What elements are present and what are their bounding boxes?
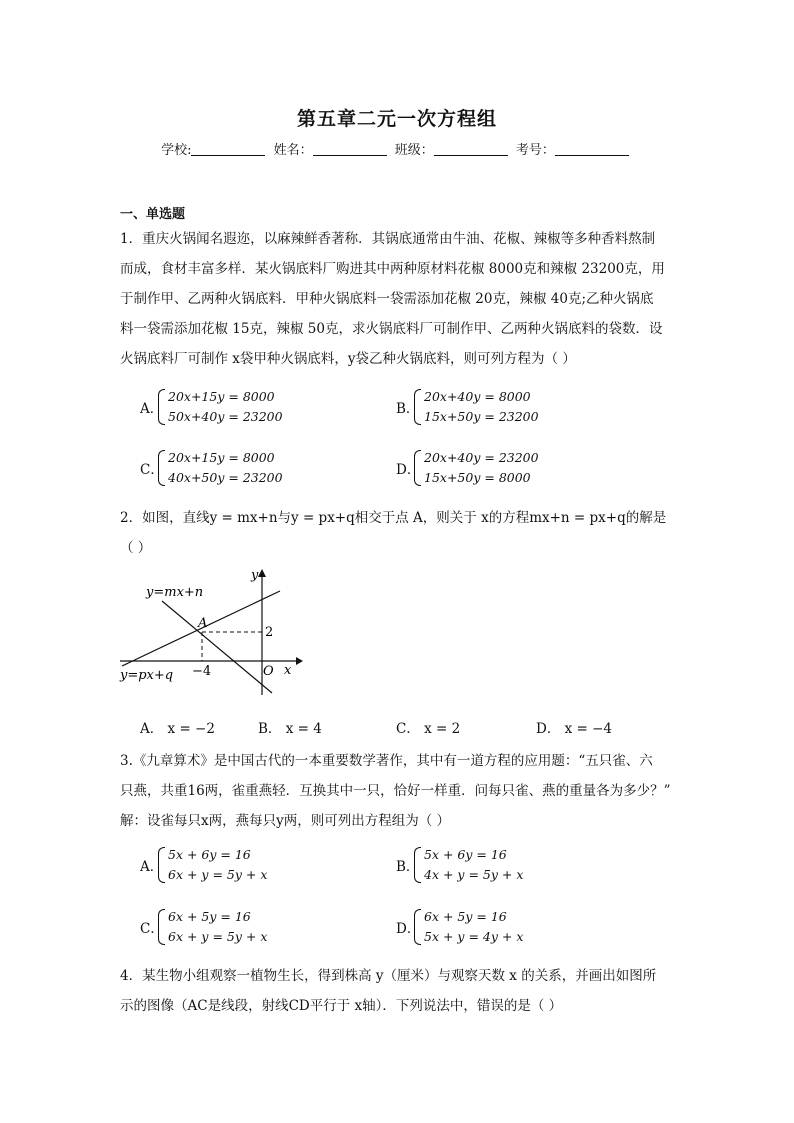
- q2-option-a[interactable]: A． x = −2: [140, 721, 215, 737]
- equation: 5x + 6y = 16: [424, 847, 507, 862]
- label-point-a: A: [198, 616, 208, 631]
- line-mx-n: [162, 601, 272, 693]
- equation: 20x+15y = 8000: [168, 450, 275, 465]
- equation: 6x + 5y = 16: [424, 909, 507, 924]
- q3-option-c[interactable]: [140, 907, 267, 947]
- option-label: D．: [396, 921, 421, 937]
- option-label: C．: [140, 462, 164, 478]
- q3-line: 只燕，共重16两，雀重燕轻．互换其中一只，恰好一样重．问每只雀、燕的重量各为多少？”: [120, 783, 671, 799]
- q1-option-d[interactable]: [396, 448, 539, 488]
- equation-system: [414, 448, 539, 488]
- equation: 20x+40y = 8000: [424, 389, 531, 404]
- option-label: B．: [396, 859, 420, 875]
- number-label: 考号：: [515, 143, 555, 158]
- tick-y: 2: [265, 625, 274, 640]
- option-label: B．: [396, 401, 420, 417]
- label-line-2: y=px+q: [120, 668, 174, 683]
- question-2-text: [120, 503, 666, 563]
- q1-option-b[interactable]: [396, 387, 539, 427]
- q1-line: 料一袋需添加花椒 15克，辣椒 50克，求火锅底料厂可制作甲、乙两种火锅底料的袋数．设: [120, 321, 663, 337]
- section-heading: 一、单选题: [120, 207, 186, 222]
- class-blank[interactable]: [434, 143, 508, 156]
- q1-option-a[interactable]: [140, 387, 283, 427]
- equation: 50x+40y = 23200: [168, 409, 283, 424]
- q3-option-b[interactable]: [396, 845, 523, 885]
- equation: 20x+40y = 23200: [424, 450, 539, 465]
- question-1-text: [120, 224, 665, 374]
- q2-option-c[interactable]: C． x = 2: [396, 721, 461, 737]
- q2-line: 2．如图，直线y = mx+n与y = px+q相交于点 A，则关于 x的方程mx+n = px+q的解是: [120, 510, 667, 526]
- q2-option-b[interactable]: B． x = 4: [258, 721, 322, 737]
- equation: 15x+50y = 23200: [424, 409, 539, 424]
- q4-line: 示的图像（AC是线段，射线CD平行于 x轴）．下列说法中，错误的是（ ）: [120, 998, 563, 1014]
- equation-system: [414, 907, 523, 947]
- q4-line: 4．某生物小组观察一植物生长，得到株高 y（厘米）与观察天数 x 的关系，并画出如图所: [120, 968, 657, 984]
- student-info-line: [0, 139, 794, 158]
- q2-option-d[interactable]: D． x = −4: [536, 721, 613, 737]
- equation: 5x + y = 4y + x: [424, 929, 524, 944]
- q3-line: 3.《九章算术》是中国古代的一本重要数学著作，其中有一道方程的应用题：“五只雀、六: [120, 753, 653, 769]
- equation-system: [158, 387, 283, 427]
- q3-option-d[interactable]: [396, 907, 523, 947]
- equation: 6x + y = 5y + x: [168, 867, 268, 882]
- equation: 6x + 5y = 16: [168, 909, 251, 924]
- label-x: x: [284, 663, 292, 678]
- class-label: 班级：: [394, 143, 434, 158]
- equation: 6x + y = 5y + x: [168, 929, 268, 944]
- q1-line: 火锅底料厂可制作 x袋甲种火锅底料，y袋乙种火锅底料，则可列方程为（ ）: [120, 351, 576, 367]
- question-3-text: [120, 746, 671, 836]
- tick-x: −4: [192, 664, 212, 679]
- option-label: D．: [396, 462, 421, 478]
- name-label: 姓名：: [273, 143, 313, 158]
- y-axis-arrow-icon: [258, 569, 266, 577]
- q3-option-a[interactable]: [140, 845, 267, 885]
- equation-system: [158, 845, 267, 885]
- equation: 15x+50y = 8000: [424, 470, 531, 485]
- q1-line: 1．重庆火锅闻名遐迩，以麻辣鲜香著称．其锅底通常由牛油、花椒、辣椒等多种香料熬制: [120, 231, 656, 247]
- option-label: C．: [140, 921, 164, 937]
- q2-graph: [118, 565, 303, 700]
- q1-line: 而成，食材丰富多样．某火锅底料厂购进其中两种原材料花椒 8000克和辣椒 23200克，用: [120, 261, 665, 277]
- equation: 5x + 6y = 16: [168, 847, 251, 862]
- equation: 20x+15y = 8000: [168, 389, 275, 404]
- equation-system: [158, 907, 267, 947]
- equation-system: [414, 387, 539, 427]
- q1-option-c[interactable]: [140, 448, 283, 488]
- equation-system: [414, 845, 523, 885]
- q1-line: 于制作甲、乙两种火锅底料．甲种火锅底料一袋需添加花椒 20克，辣椒 40克;乙种火锅底: [120, 291, 654, 307]
- label-origin: O: [263, 664, 274, 679]
- option-label: A．: [140, 401, 164, 417]
- x-axis-arrow-icon: [296, 657, 303, 665]
- equation: 40x+50y = 23200: [168, 470, 283, 485]
- school-blank[interactable]: [191, 143, 265, 156]
- label-line-1: y=mx+n: [146, 585, 204, 600]
- number-blank[interactable]: [555, 143, 629, 156]
- label-y: y: [251, 568, 259, 583]
- page-title: 第五章二元一次方程组: [296, 108, 497, 130]
- equation-system: [158, 448, 283, 488]
- equation: 4x + y = 5y + x: [424, 867, 524, 882]
- school-label: 学校:: [161, 143, 192, 158]
- option-label: A．: [140, 859, 164, 875]
- q3-line: 解：设雀每只x两，燕每只y两，则可列出方程组为（ ）: [120, 813, 451, 829]
- question-4-text: [120, 961, 656, 1021]
- q2-line: （ ）: [120, 540, 152, 556]
- name-blank[interactable]: [313, 143, 387, 156]
